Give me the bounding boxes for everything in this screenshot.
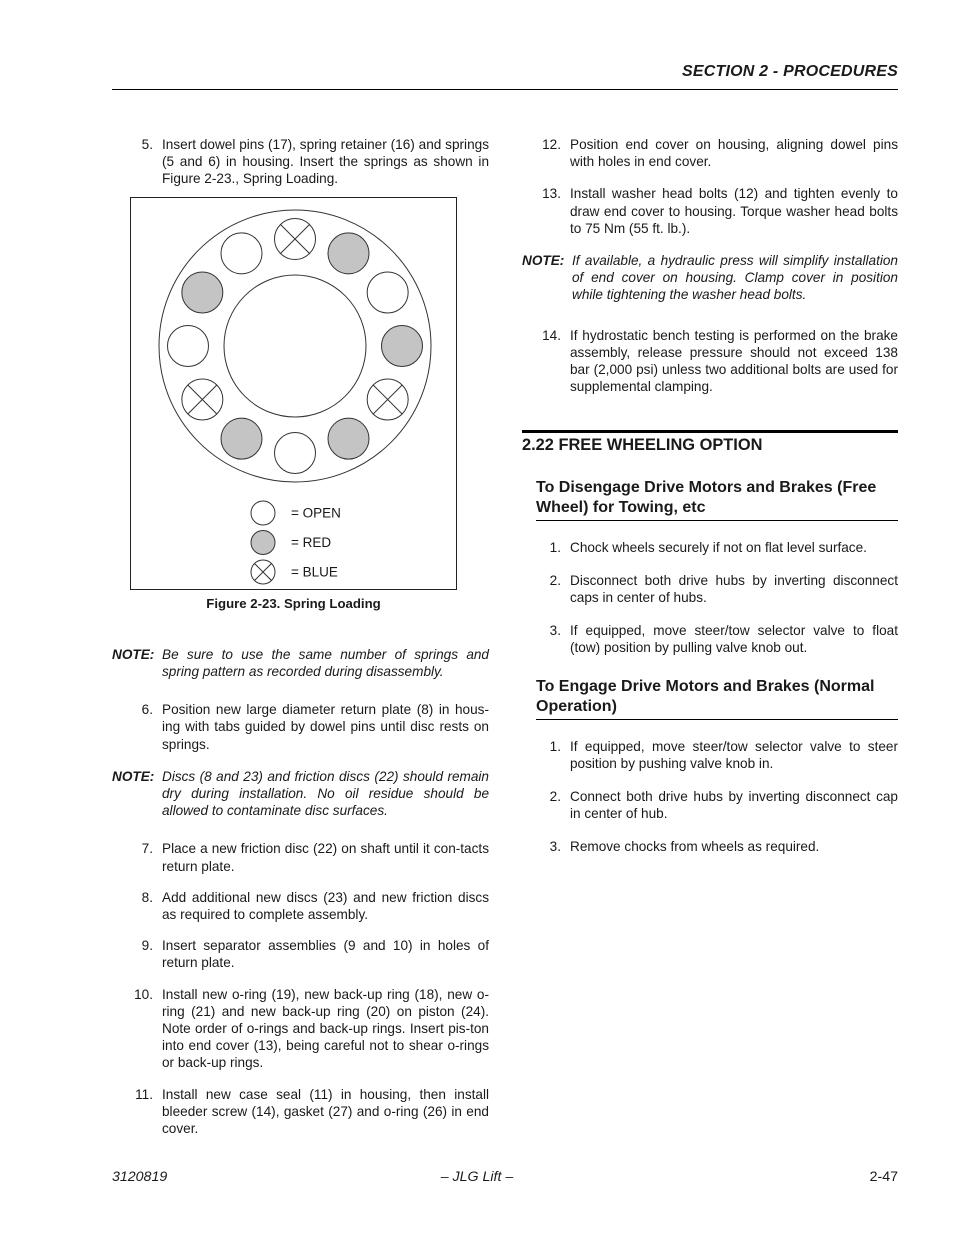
subsection-heading-engage: To Engage Drive Motors and Brakes (Normal Operation)	[536, 677, 898, 720]
spring-loading-diagram	[131, 198, 456, 589]
step-number: 3.	[549, 623, 561, 639]
step-number: 3.	[549, 839, 561, 855]
engage-step-2	[522, 788, 898, 822]
inner-bore-ring	[224, 275, 366, 417]
spring-red	[382, 325, 423, 366]
right-column	[522, 136, 898, 856]
step-14	[522, 327, 898, 396]
spring-open	[367, 272, 408, 313]
disengage-step-3	[522, 622, 898, 656]
step-text: Position end cover on housing, aligning dowel pins with holes in end cover.	[570, 137, 898, 170]
step-5	[112, 136, 489, 188]
spring-loading-figure	[130, 197, 457, 590]
disengage-step-1	[522, 539, 898, 556]
step-text: Add additional new discs (23) and new friction discs as required to complete assembly.	[162, 889, 489, 923]
step-text: Chock wheels securely if not on flat level surface.	[570, 539, 867, 555]
spring-red	[221, 418, 262, 459]
step-8	[112, 889, 489, 923]
step-text: Place a new friction disc (22) on shaft until it con-tacts return plate.	[162, 841, 489, 874]
step-9	[112, 937, 489, 971]
step-number: 10.	[134, 986, 153, 1002]
section-heading: 2.22 FREE WHEELING OPTION	[522, 430, 898, 454]
legend-symbol-red	[251, 530, 275, 554]
engage-step-1	[522, 738, 898, 772]
engage-step-3	[522, 838, 898, 855]
subsection-heading-disengage: To Disengage Drive Motors and Brakes (Free Wheel) for Towing, etc	[536, 478, 898, 521]
header-divider	[112, 89, 898, 90]
step-text: If equipped, move steer/tow selector valve to float (tow) position by pulling valve knob out.	[570, 623, 898, 656]
note-label: NOTE:	[112, 768, 155, 784]
legend-label-red: = RED	[291, 534, 332, 550]
step-text: Insert dowel pins (17), spring retainer (16) and springs (5 and 6) in housing. Insert the springs as shown in Figure 2-23., Spring Loading.	[162, 137, 489, 187]
step-text: Remove chocks from wheels as required.	[570, 839, 820, 855]
note-hydraulic-press	[522, 252, 898, 304]
step-text: Install washer head bolts (12) and tighten evenly to draw end cover to housing. Torque washer head bolts to 75 Nm (55 ft. lb.).	[570, 186, 898, 236]
legend-symbol-blue	[251, 560, 275, 584]
step-number: 6.	[141, 702, 153, 718]
step-text: Insert separator assemblies (9 and 10) in holes of return plate.	[162, 938, 489, 971]
note-text: Be sure to use the same number of springs and spring pattern as recorded during disassembly.	[162, 646, 489, 680]
step-number: 13.	[542, 186, 561, 202]
step-text: Disconnect both drive hubs by inverting disconnect caps in center of hubs.	[570, 572, 898, 606]
note-springs	[112, 646, 489, 680]
step-number: 9.	[141, 938, 153, 954]
spring-blue	[182, 379, 223, 420]
legend-symbol-open	[251, 501, 275, 525]
step-text: Install new o-ring (19), new back-up ring (18), new o-ring (21) and new back-up ring (20) on piston (24). Note order of o-rings and back-up rings. Insert pis-ton into end cover (13), being careful not to shear o-rings or back-up rings.	[162, 986, 489, 1071]
footer-doc-number: 3120819	[112, 1169, 168, 1185]
note-label: NOTE:	[522, 253, 565, 269]
step-text: If equipped, move steer/tow selector valve to steer position by pushing valve knob in.	[570, 738, 898, 771]
footer-page-number: 2-47	[869, 1169, 898, 1185]
step-number: 7.	[141, 841, 153, 857]
spring-red	[328, 232, 369, 273]
step-6	[112, 701, 489, 753]
step-number: 11.	[135, 1086, 153, 1102]
note-label: NOTE:	[112, 646, 155, 662]
section-header-title: SECTION 2 - PROCEDURES	[682, 63, 898, 80]
spring-red	[182, 272, 223, 313]
spring-open	[221, 232, 262, 273]
spring-open	[168, 325, 209, 366]
legend-label-blue: = BLUE	[291, 564, 338, 580]
spring-blue	[367, 379, 408, 420]
step-13	[522, 185, 898, 237]
step-number: 8.	[141, 889, 153, 905]
spring-red	[328, 418, 369, 459]
step-number: 14.	[542, 327, 561, 343]
step-12	[522, 136, 898, 170]
step-text: Install new case seal (11) in housing, then install bleeder screw (14), gasket (27) and o-ring (26) in end cover.	[162, 1086, 489, 1137]
step-11	[112, 1086, 489, 1138]
left-column	[112, 136, 489, 1137]
step-number: 1.	[549, 539, 561, 555]
note-text: Discs (8 and 23) and friction discs (22) should remain dry during installation. No oil residue should be allowed to contaminate disc surfaces.	[162, 768, 489, 819]
note-text: If available, a hydraulic press will simplify installation of end cover on housing. Clamp cover in position while tightening the washer head bolts.	[572, 253, 898, 303]
disengage-step-2	[522, 572, 898, 606]
spring-blue	[275, 218, 316, 259]
step-number: 2.	[549, 789, 561, 805]
step-number: 2.	[549, 572, 561, 588]
step-text: Position new large diameter return plate (8) in hous-ing with tabs guided by dowel pins until disc rests on springs.	[162, 702, 489, 752]
step-text: Connect both drive hubs by inverting disconnect cap in center of hub.	[570, 789, 898, 822]
note-discs	[112, 768, 489, 820]
legend-label-open: = OPEN	[291, 505, 341, 521]
footer-company: – JLG Lift –	[440, 1169, 514, 1185]
step-10	[112, 986, 489, 1072]
figure-caption: Figure 2-23. Spring Loading	[206, 595, 381, 611]
step-number: 12.	[542, 137, 561, 152]
spring-open	[275, 432, 316, 473]
step-number: 1.	[549, 738, 561, 754]
step-number: 5.	[141, 137, 153, 152]
step-text: If hydrostatic bench testing is performed on the brake assembly, release pressure should not exceed 138 bar (2,000 psi) unless two additional bolts are used for supplemental clamping.	[570, 327, 898, 395]
step-7	[112, 840, 489, 874]
